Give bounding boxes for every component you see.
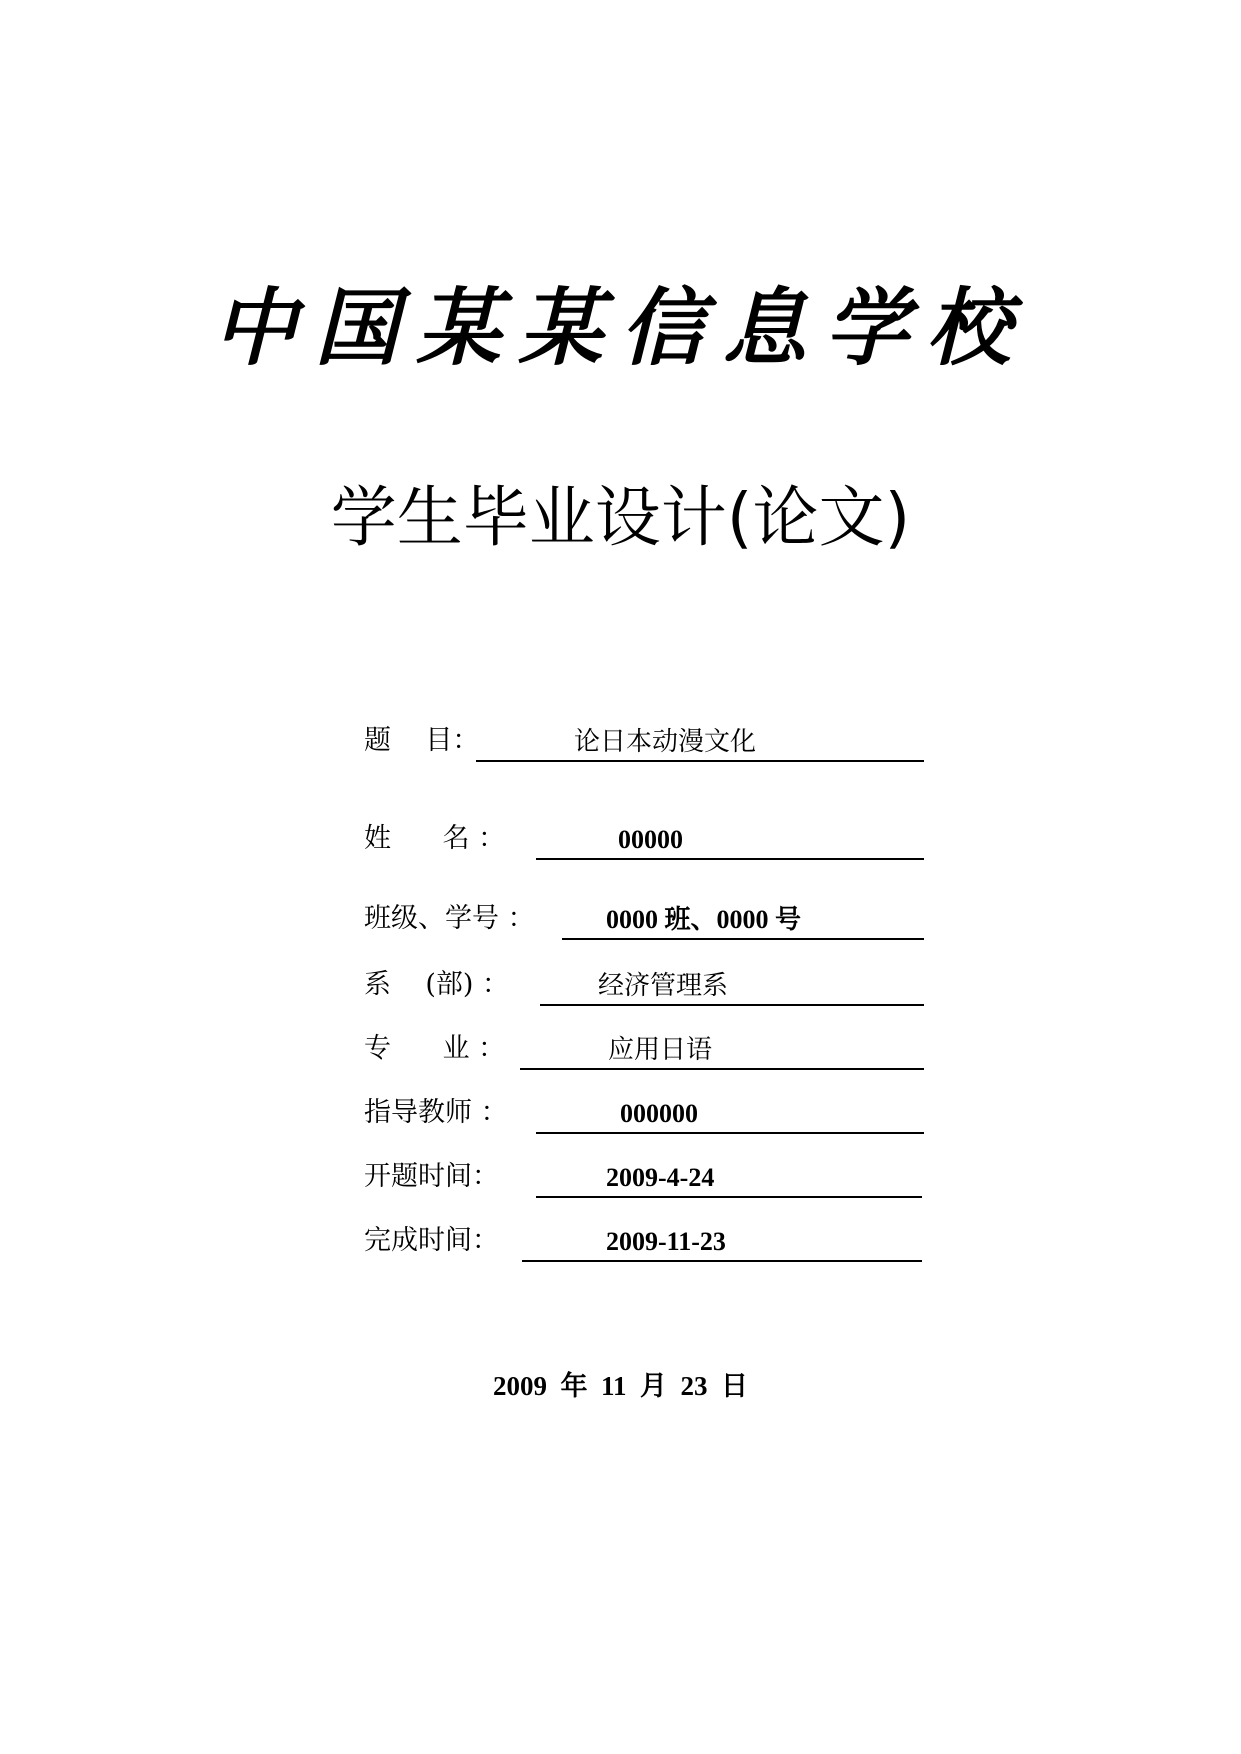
field-advisor-label: 指导教师 ： (364, 1097, 508, 1128)
field-major-value: 应用日语 (608, 1035, 713, 1065)
field-advisor-value: 000000 (620, 1099, 698, 1128)
field-class-id-value: 0000 班、0000 号 (606, 905, 802, 934)
field-name-value: 00000 (618, 825, 683, 854)
field-start-date-label: 开题时间： (364, 1161, 499, 1192)
field-topic-value: 论日本动漫文化 (574, 727, 757, 757)
field-start-date (364, 1158, 924, 1198)
field-completion-date-label: 完成时间： (364, 1225, 499, 1256)
field-advisor-underline (536, 1132, 924, 1134)
document-title: 学生毕业设计(论文) (330, 479, 911, 556)
document-date: 2009 年 11 月 23 日 (492, 1371, 748, 1401)
field-start-date-value: 2009-4-24 (606, 1163, 715, 1192)
field-department (364, 966, 924, 1006)
field-major (364, 1030, 924, 1070)
school-name: 中国某某信息学校 (212, 278, 1029, 377)
field-department-value: 经济管理系 (598, 971, 729, 1001)
field-major-label: 专 业 ： (364, 1033, 506, 1064)
field-class-id (364, 900, 924, 940)
field-name-label: 姓 名 ： (364, 823, 506, 854)
field-department-underline (540, 1004, 924, 1006)
field-class-id-label: 班级、学号 ： (364, 903, 535, 934)
field-completion-date-value: 2009-11-23 (606, 1227, 726, 1256)
field-major-underline (520, 1068, 924, 1070)
field-topic-underline (476, 760, 924, 762)
field-completion-date-underline (522, 1260, 922, 1262)
field-class-id-underline (562, 938, 924, 940)
field-advisor (364, 1094, 924, 1134)
field-name (364, 820, 924, 860)
field-department-label: 系 (部) ： (364, 969, 509, 1000)
field-topic-label: 题 目： (364, 725, 480, 756)
field-completion-date (364, 1222, 924, 1262)
field-name-underline (536, 858, 924, 860)
field-start-date-underline (536, 1196, 922, 1198)
field-topic (364, 722, 924, 762)
